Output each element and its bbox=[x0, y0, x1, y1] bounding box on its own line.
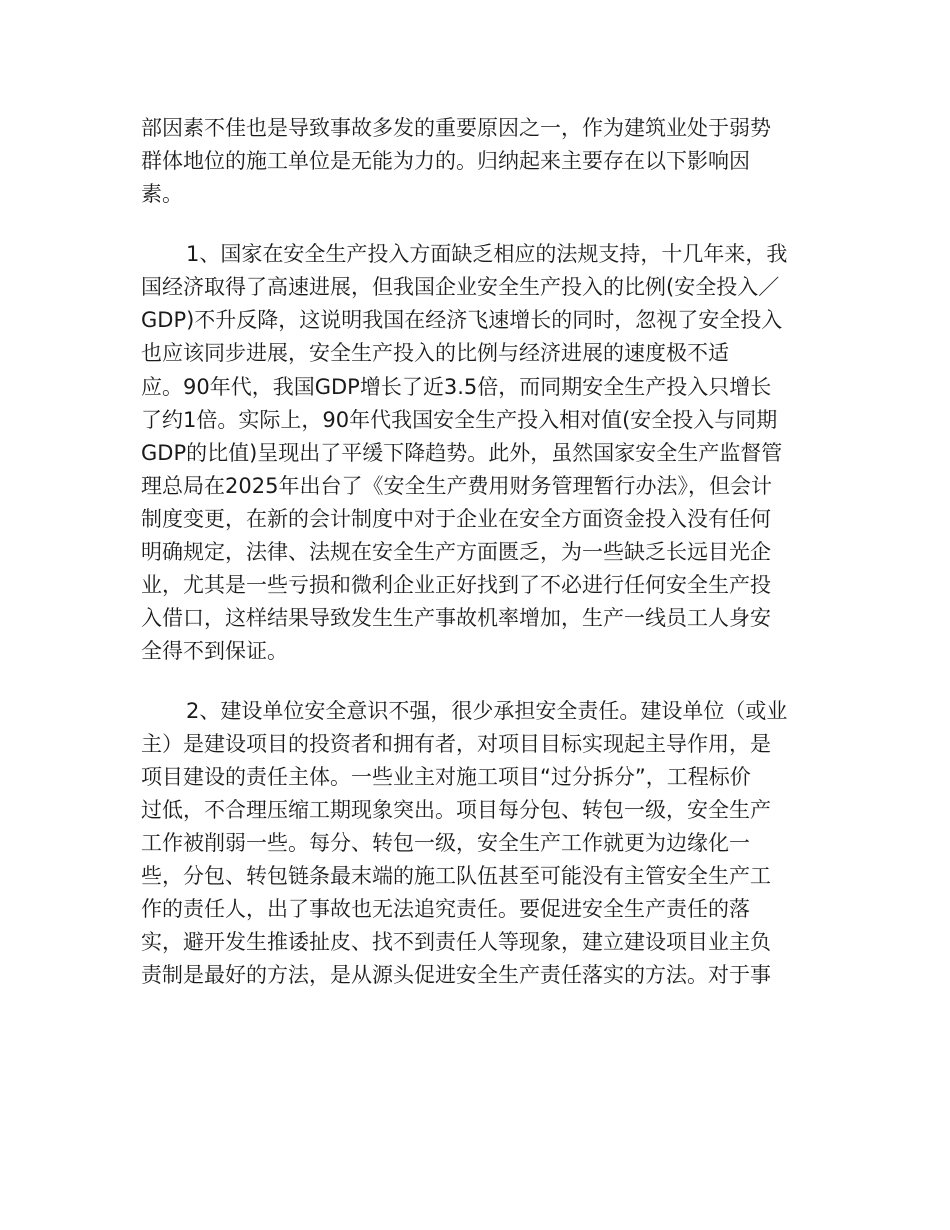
text-line: 理总局在2025年出台了《安全生产费用财务管理暂行办法》，但会计 bbox=[141, 474, 772, 498]
text-line: 实，避开发生推诿扯皮、找不到责任人等现象，建立建设项目业主负 bbox=[141, 930, 771, 954]
text-line: 作的责任人，出了事故也无法追究责任。要促进安全生产责任的落 bbox=[141, 897, 750, 921]
text-line: 入借口，这样结果导致发生生产事故机率增加，生产一线员工人身安 bbox=[141, 606, 771, 630]
text-line: 主）是建设项目的投资者和拥有者，对项目目标实现起主导作用，是 bbox=[141, 732, 771, 756]
text-line: 部因素不佳也是导致事故多发的重要原因之一，作为建筑业处于弱势 bbox=[141, 116, 771, 140]
text-line: 应。90年代，我国GDP增长了近3.5倍，而同期安全生产投入只增长 bbox=[141, 375, 772, 399]
text-line: 过低，不合理压缩工期现象突出。项目每分包、转包一级，安全生产 bbox=[141, 798, 771, 822]
text-line: 明确规定，法律、法规在安全生产方面匮乏，为一些缺乏长远目光企 bbox=[141, 540, 771, 564]
text-line: 项目建设的责任主体。一些业主对施工项目“过分拆分”，工程标价 bbox=[141, 765, 751, 789]
text-line: 工作被削弱一些。每分、转包一级，安全生产工作就更为边缘化一 bbox=[141, 831, 750, 855]
text-line: 制度变更，在新的会计制度中对于企业在安全方面资金投入没有任何 bbox=[141, 507, 771, 531]
text-line: 些，分包、转包链条最末端的施工队伍甚至可能没有主管安全生产工 bbox=[141, 864, 771, 888]
text-line: 2、建设单位安全意识不强，很少承担安全责任。建设单位（或业 bbox=[186, 699, 788, 723]
text-line: 全得不到保证。 bbox=[141, 639, 288, 663]
text-line: GDP)不升反降，这说明我国在经济飞速增长的同时，忽视了安全投入 bbox=[141, 308, 783, 332]
text-line: 责制是最好的方法，是从源头促进安全生产责任落实的方法。对于事 bbox=[141, 963, 771, 987]
text-line: 1、国家在安全生产投入方面缺乏相应的法规支持，十几年来，我 bbox=[186, 242, 788, 266]
text-line: 群体地位的施工单位是无能为力的。归纳起来主要存在以下影响因 bbox=[141, 149, 750, 173]
text-line: 业，尤其是一些亏损和微利企业正好找到了不必进行任何安全生产投 bbox=[141, 573, 771, 597]
text-line: 了约1倍。实际上，90年代我国安全生产投入相对值(安全投入与同期 bbox=[141, 408, 778, 432]
text-line: 素。 bbox=[141, 182, 183, 206]
text-line: GDP的比值)呈现出了平缓下降趋势。此外，虽然国家安全生产监督管 bbox=[141, 441, 783, 465]
text-line: 也应该同步进展，安全生产投入的比例与经济进展的速度极不适 bbox=[141, 341, 729, 365]
text-line: 国经济取得了高速进展，但我国企业安全生产投入的比例(安全投入／ bbox=[141, 275, 780, 299]
